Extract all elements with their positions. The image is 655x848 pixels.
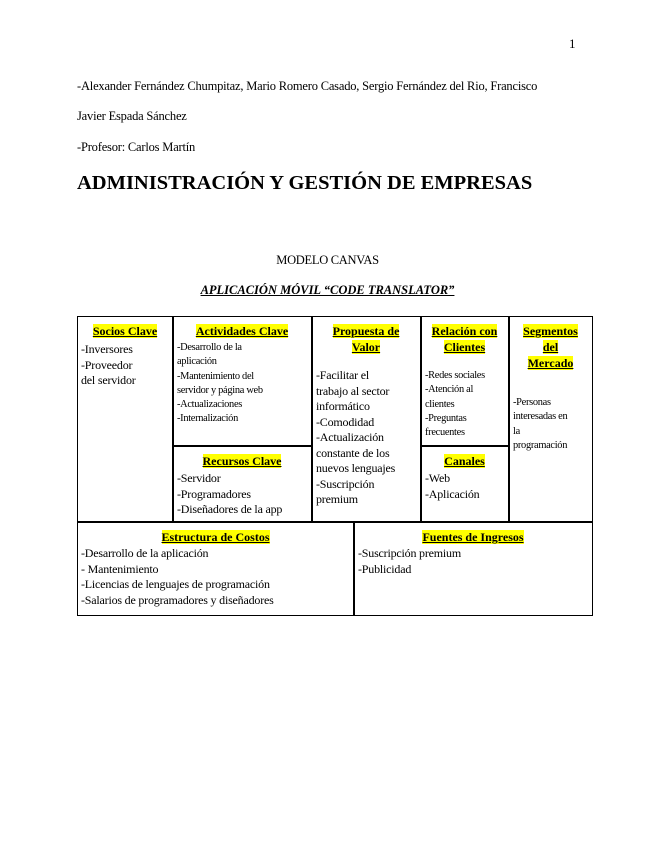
list-item: -Preguntas: [425, 412, 467, 424]
page-number: 1: [569, 36, 576, 51]
list-item: -Publicidad: [358, 561, 412, 576]
recursos-clave-heading: Recursos Clave: [202, 454, 282, 468]
document-title: ADMINISTRACIÓN Y GESTIÓN DE EMPRESAS: [77, 172, 533, 194]
list-item: nuevos lenguajes: [316, 461, 396, 475]
divider: [77, 521, 593, 523]
list-item: -Actualizaciones: [177, 399, 243, 411]
list-item: la: [513, 425, 520, 437]
list-item: trabajo al sector: [316, 383, 390, 398]
list-item: -Actualización: [316, 430, 384, 444]
list-item: interesadas en: [513, 411, 568, 423]
list-item: del servidor: [81, 373, 136, 387]
list-item: -Mantenimiento del: [177, 370, 254, 382]
list-item: -Inversores: [81, 342, 133, 356]
estructura-costos-heading: Estructura de Costos: [161, 530, 270, 544]
socios-clave-list: [81, 342, 136, 389]
list-item: -Diseñadores de la app: [177, 502, 283, 516]
list-item: frecuentes: [425, 427, 465, 439]
list-item: - Mantenimiento: [81, 561, 159, 576]
canvas-label: MODELO CANVAS: [276, 253, 379, 267]
list-item: -Aplicación: [425, 486, 480, 501]
estructura-costos-list: [81, 546, 274, 608]
list-item: -Proveedor: [81, 357, 133, 372]
list-item: informático: [316, 399, 370, 413]
list-item: servidor y página web: [177, 384, 263, 396]
relacion-clientes-heading: Relación con Clientes: [431, 324, 498, 354]
list-item: -Redes sociales: [425, 370, 485, 381]
authors-line-2: Javier Espada Sánchez: [77, 109, 187, 123]
socios-clave-heading: Socios Clave: [92, 324, 158, 338]
list-item: -Internalización: [177, 413, 238, 425]
fuentes-ingresos-list: [358, 546, 461, 577]
canales-heading: Canales: [444, 454, 485, 468]
professor-line: -Profesor: Carlos Martín: [77, 140, 196, 154]
divider: [172, 445, 312, 447]
list-item: -Personas: [513, 397, 551, 408]
divider: [420, 445, 509, 447]
list-item: clientes: [425, 398, 455, 410]
list-item: -Web: [425, 471, 450, 485]
segmentos-mercado-heading: Segmentos del Mercado: [523, 324, 578, 370]
list-item: -Salarios de programadores y diseñadores: [81, 592, 274, 607]
propuesta-valor-list: [316, 368, 395, 508]
list-item: -Licencias de lenguajes de programación: [81, 577, 270, 591]
list-item: -Programadores: [177, 486, 251, 501]
list-item: -Servidor: [177, 471, 221, 485]
segmentos-mercado-list: [513, 396, 567, 453]
fuentes-ingresos-heading: Fuentes de Ingresos: [422, 530, 524, 544]
relacion-clientes-list: [425, 369, 485, 440]
list-item: aplicación: [177, 356, 217, 368]
actividades-clave-list: [177, 341, 263, 427]
list-item: constante de los: [316, 445, 390, 460]
actividades-clave-heading: Actividades Clave: [195, 324, 289, 338]
canales-list: [425, 471, 479, 502]
recursos-clave-list: [177, 471, 282, 518]
list-item: -Suscripción: [316, 476, 375, 491]
list-item: -Facilitar el: [316, 368, 370, 382]
list-item: -Comodidad: [316, 414, 374, 429]
app-title: APLICACIÓN MÓVIL “CODE TRANSLATOR”: [200, 283, 455, 297]
list-item: -Suscripción premium: [358, 546, 461, 560]
list-item: -Desarrollo de la: [177, 342, 242, 353]
list-item: -Atención al: [425, 384, 474, 396]
divider: [172, 316, 174, 522]
list-item: premium: [316, 492, 358, 506]
list-item: programación: [513, 439, 568, 451]
propuesta-valor-heading: Propuesta de Valor: [332, 324, 400, 354]
authors-line-1: -Alexander Fernández Chumpitaz, Mario Romero Casado, Sergio Fernández del Rio, Francisco: [77, 79, 538, 93]
list-item: -Desarrollo de la aplicación: [81, 546, 209, 560]
